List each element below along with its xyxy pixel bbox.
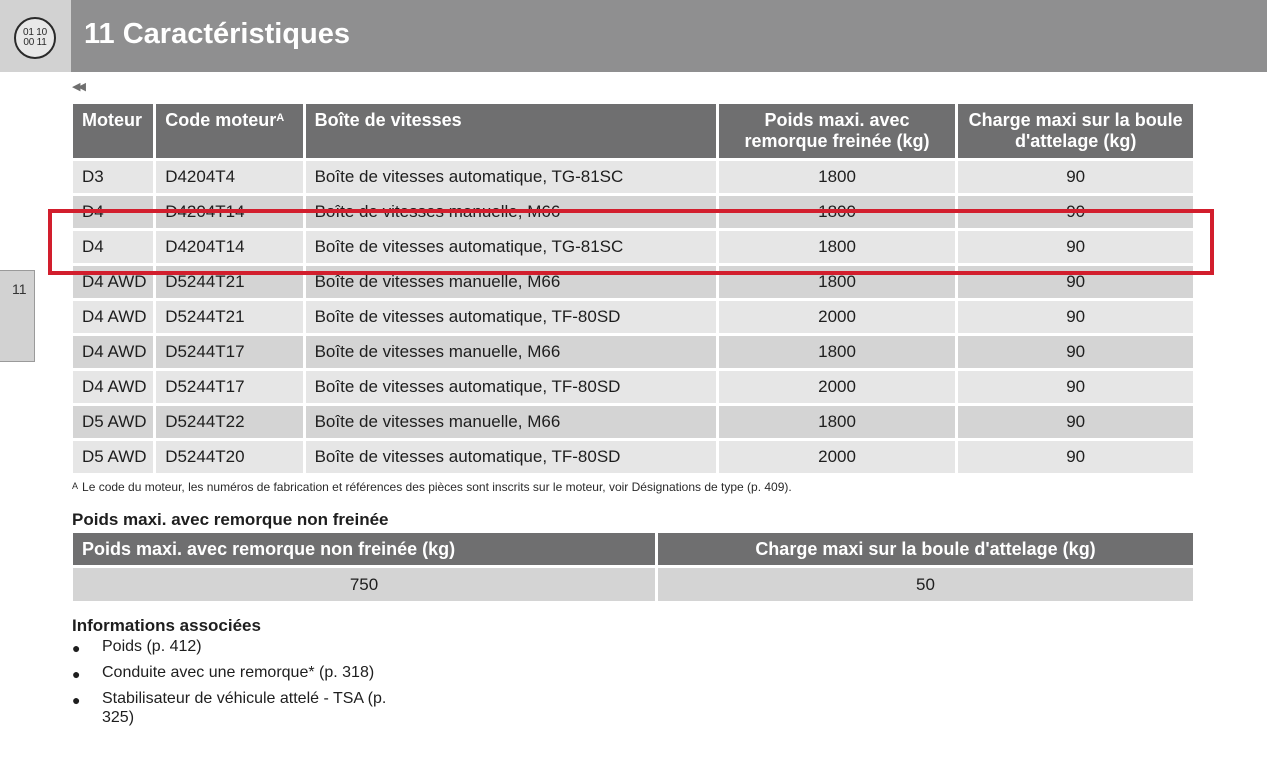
cell-tow-ball-load: 90: [958, 266, 1193, 298]
col-header-gearbox: Boîte de vitesses: [306, 104, 716, 158]
cell-gearbox: Boîte de vitesses automatique, TF-80SD: [306, 301, 716, 333]
bullet-icon: ●: [72, 692, 81, 708]
footnote-mark: A: [276, 112, 285, 124]
cell-tow-ball-load: 90: [958, 301, 1193, 333]
cell-gearbox: Boîte de vitesses automatique, TF-80SD: [306, 371, 716, 403]
cell-braked-weight: 1800: [719, 266, 956, 298]
related-link[interactable]: Poids (p. 412): [102, 638, 202, 655]
cell-tow-ball-load: 90: [958, 441, 1193, 473]
cell-engine: D4 AWD: [73, 301, 153, 333]
cell-gearbox: Boîte de vitesses manuelle, M66: [306, 266, 716, 298]
related-info-title: Informations associées: [72, 616, 261, 635]
table-header-row: [73, 533, 1193, 565]
table-row: [73, 336, 1193, 368]
cell-gearbox: Boîte de vitesses manuelle, M66: [306, 406, 716, 438]
cell-tow-ball-load: 90: [958, 371, 1193, 403]
cell-engine: D4 AWD: [73, 371, 153, 403]
braked-trailer-table: [70, 101, 1196, 476]
table-row: [73, 301, 1193, 333]
unbraked-section-title: Poids maxi. avec remorque non freinée: [72, 510, 389, 529]
col-header-engine-code: Code moteur$^A$: [156, 104, 302, 158]
cell-engine: D4: [73, 196, 153, 228]
col-header-braked-weight: Poids maxi. avec remorque freinée (kg): [719, 104, 956, 158]
unbraked-trailer-table: [70, 530, 1196, 604]
cell-braked-weight: 1800: [719, 161, 956, 193]
page-header: [0, 0, 1267, 72]
related-link[interactable]: Stabilisateur de véhicule attelé - TSA (p. 325): [102, 690, 387, 726]
cell-unbraked-weight: 750: [73, 568, 655, 601]
table-row: [73, 231, 1193, 263]
cell-gearbox: Boîte de vitesses manuelle, M66: [306, 196, 716, 228]
cell-engine: D5 AWD: [73, 406, 153, 438]
cell-tow-ball-load: 90: [958, 231, 1193, 263]
bullet-icon: ●: [72, 666, 81, 682]
table-footnote: [72, 480, 792, 494]
table-row: [73, 266, 1193, 298]
cell-engine-code: D5244T21: [156, 266, 302, 298]
cell-tow-ball-load: 90: [958, 336, 1193, 368]
table-header-row: [73, 104, 1193, 158]
cell-gearbox: Boîte de vitesses manuelle, M66: [306, 336, 716, 368]
cell-gearbox: Boîte de vitesses automatique, TG-81SC: [306, 231, 716, 263]
table-row: [73, 371, 1193, 403]
cell-braked-weight: 2000: [719, 441, 956, 473]
cell-engine: D4 AWD: [73, 266, 153, 298]
cell-braked-weight: 1800: [719, 336, 956, 368]
cell-braked-weight: 1800: [719, 196, 956, 228]
cell-engine: D3: [73, 161, 153, 193]
cell-tow-ball-load: 90: [958, 196, 1193, 228]
list-item[interactable]: [72, 689, 392, 727]
chapter-side-tab-label: 11: [12, 281, 27, 297]
cell-tow-ball-load: 90: [958, 406, 1193, 438]
previous-page-icon[interactable]: ◀◀: [72, 81, 83, 93]
cell-braked-weight: 2000: [719, 301, 956, 333]
cell-engine-code: D5244T20: [156, 441, 302, 473]
cell-engine-code: D5244T22: [156, 406, 302, 438]
col-header-tow-ball-load: Charge maxi sur la boule d'attelage (kg): [658, 533, 1193, 565]
bullet-icon: ●: [72, 640, 81, 656]
cell-engine-code: D5244T17: [156, 336, 302, 368]
cell-braked-weight: 2000: [719, 371, 956, 403]
cell-engine-code: D5244T17: [156, 371, 302, 403]
col-header-unbraked-weight: Poids maxi. avec remorque non freinée (kg): [73, 533, 655, 565]
footnote-text: Le code du moteur, les numéros de fabrication et références des pièces sont inscrits sur le moteur, voir Désignations de type (p. 409).: [82, 480, 792, 494]
footnote-marker: A: [72, 481, 79, 491]
col-header-tow-ball-load: Charge maxi sur la boule d'attelage (kg): [958, 104, 1193, 158]
cell-tow-ball-load: 50: [658, 568, 1193, 601]
table-row: [73, 161, 1193, 193]
cell-engine-code: D5244T21: [156, 301, 302, 333]
page-title: 11 Caractéristiques: [84, 18, 350, 50]
table-row: [73, 196, 1193, 228]
related-link[interactable]: Conduite avec une remorque* (p. 318): [102, 664, 375, 681]
cell-engine-code: D4204T14: [156, 196, 302, 228]
chapter-side-tab[interactable]: [0, 270, 35, 362]
cell-engine: D5 AWD: [73, 441, 153, 473]
cell-gearbox: Boîte de vitesses automatique, TF-80SD: [306, 441, 716, 473]
cell-engine: D4: [73, 231, 153, 263]
cell-tow-ball-load: 90: [958, 161, 1193, 193]
cell-braked-weight: 1800: [719, 406, 956, 438]
list-item[interactable]: [72, 663, 422, 682]
cell-engine-code: D4204T4: [156, 161, 302, 193]
related-info-list: [72, 637, 422, 734]
table-row: [73, 441, 1193, 473]
table-row: [73, 406, 1193, 438]
cell-engine-code: D4204T14: [156, 231, 302, 263]
cell-engine: D4 AWD: [73, 336, 153, 368]
cell-braked-weight: 1800: [719, 231, 956, 263]
table-row: [73, 568, 1193, 601]
col-header-engine: Moteur: [73, 104, 153, 158]
list-item[interactable]: [72, 637, 422, 656]
binary-chapter-icon: 01 10 00 11: [14, 17, 56, 59]
cell-gearbox: Boîte de vitesses automatique, TG-81SC: [306, 161, 716, 193]
chapter-icon-box: [0, 0, 71, 72]
